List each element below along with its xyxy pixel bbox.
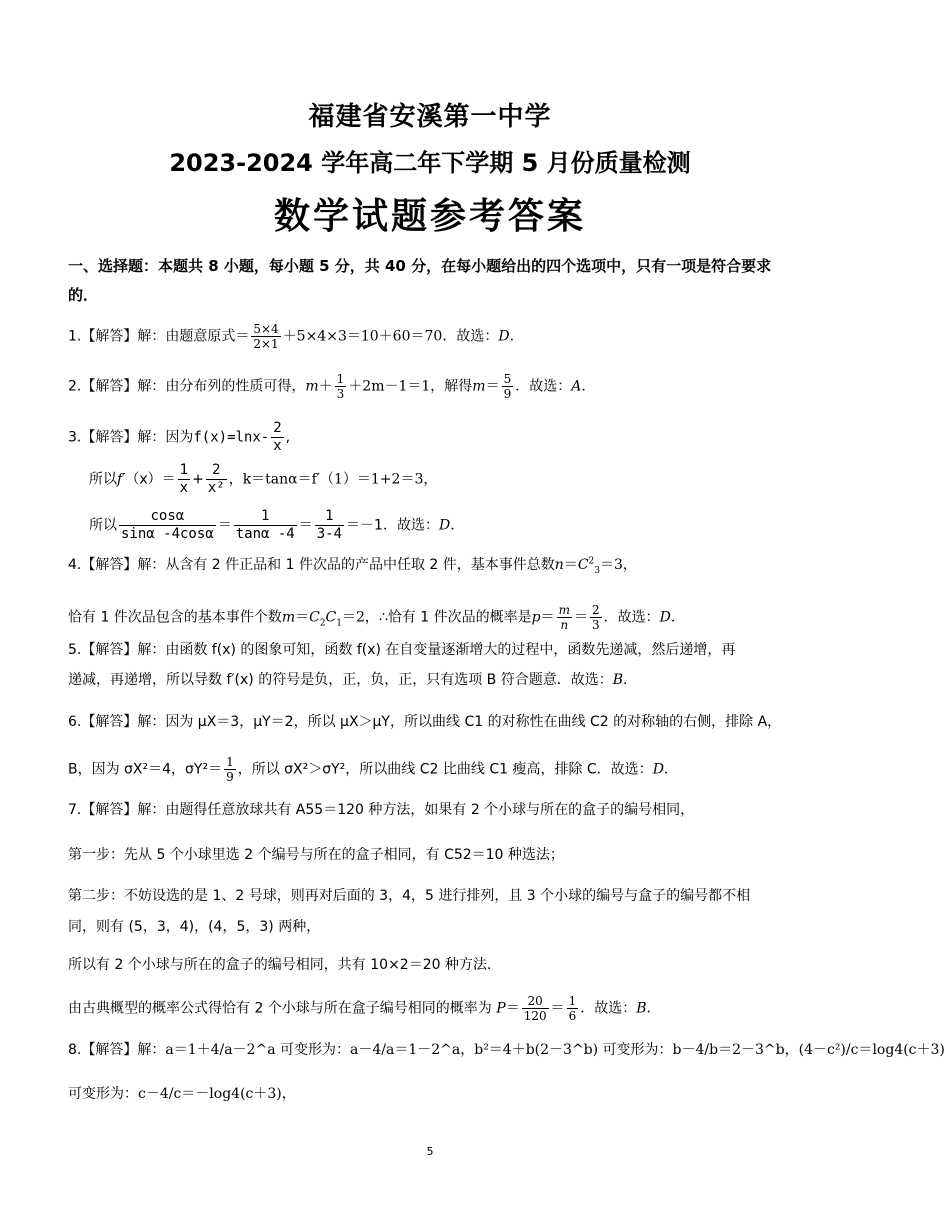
answer-3-line-3: 所以 $\frac{\cos\alpha}{\sin\alpha -4\cos\alpha}$ ＝ $\frac{1}{\tan\alpha -4}$ ＝ $\frac{1}{3-4}$ ＝－1．故选：D． <box>89 508 465 542</box>
page-number: 5 <box>426 1145 434 1158</box>
exam-name: 2023-2024 学年高二年下学期 5 月份质量检测 <box>169 149 691 177</box>
answer-1: 1.【解答】解：由题意原式＝ $\frac{5\times 4}{2\times 1}$ ＋5×4×3＝10＋60＝70．故选：D． <box>68 322 524 351</box>
answer-7-line-1: 7.【解答】解：由题得任意放球共有 A55＝120 种方法，如果有 2 个小球与所在的盒子的编号相同， <box>68 802 695 818</box>
answer-5-line-1: 5.【解答】解：由函数 f(x) 的图象可知，函数 f(x) 在自变量逐渐增大的过程中，函数先递减，然后递增，再 <box>68 642 736 658</box>
section-heading: 一、选择题：本题共 8 小题，每小题 5 分，共 40 分，在每小题给出的四个选项中，只有一项是符合要求的． <box>68 257 772 304</box>
answer-4-line-1: 4.【解答】解：从含有 2 件正品和 1 件次品的产品中任取 2 件，基本事件总数$n=C^2_3=3$， <box>68 556 637 576</box>
answer-7-line-2: 第一步：先从 5 个小球里选 2 个编号与所在的盒子相同，有 C52＝10 种选法； <box>68 847 564 863</box>
answer-3-line-2: 所以f′（x）＝ $\frac{1}{x}$ + $\frac{2}{\text{x²}}$ ，k＝tanα＝f′（1）＝1+2＝3， <box>89 462 438 496</box>
answer-5-line-2: 递减，再递增，所以导数 f′(x) 的符号是负，正，负，正，只有选项 B 符合题意．故选：B． <box>68 672 638 688</box>
answer-6-line-1: 6.【解答】解：因为 μX＝3，μY＝2，所以 μX＞μY，所以曲线 C1 的对称性在曲线 C2 的对称轴的右侧，排除 A， <box>68 714 782 730</box>
answer-7-line-3: 第二步：不妨设选的是 1、2 号球，则再对后面的 3，4，5 进行排列，且 3 个小球的编号与盒子的编号都不相 <box>68 888 751 904</box>
answer-7-line-4: 同，则有 (5，3，4)，(4，5，3) 两种， <box>68 919 321 935</box>
answer-7-line-5: 所以有 2 个小球与所在的盒子的编号相同，共有 10×2＝20 种方法． <box>68 957 501 973</box>
school-name: 福建省安溪第一中学 <box>308 102 552 132</box>
answer-7-line-6: 由古典概型的概率公式得恰有 2 个小球与所在盒子编号相同的概率为 P＝ $\frac{20}{120}$ ＝ $\frac{1}{6}$ ．故选：B． <box>68 994 661 1023</box>
answer-3-line-1: 3.【解答】解：因为f(x)=lnx- $\frac{2}{x}$ , <box>68 420 291 454</box>
answer-4-line-2: 恰有 1 件次品包含的基本事件个数$m=C_2C_1=2$，∴恰有 1 件次品的概率是p＝ $\frac{m}{n}$ ＝ $\frac{2}{3}$ ．故选：D． <box>68 603 685 632</box>
answer-8-line-1: 8.【解答】解：a＝1＋4/a－2^a 可变形为：a－4/a＝1－2^a，b²＝4＋b(2－3^b) 可变形为：b－4/b＝2－3^b，(4－c²)/c＝log4(c＋3) <box>68 1042 945 1058</box>
answer-8-line-2: 可变形为：c－4/c＝－log4(c＋3)， <box>68 1086 296 1102</box>
document-title: 数学试题参考答案 <box>273 196 586 237</box>
answer-6-line-2: B，因为 σX²＝4，σY²＝ $\frac{1}{9}$ ，所以 σX²＞σY²，所以曲线 C2 比曲线 C1 瘦高，排除 C．故选：D． <box>68 755 678 784</box>
answer-2: 2.【解答】解：由分布列的性质可得，m＋ $\frac{1}{3}$ ＋2m－1＝1，解得m＝ $\frac{5}{9}$ ．故选：A． <box>68 372 596 401</box>
